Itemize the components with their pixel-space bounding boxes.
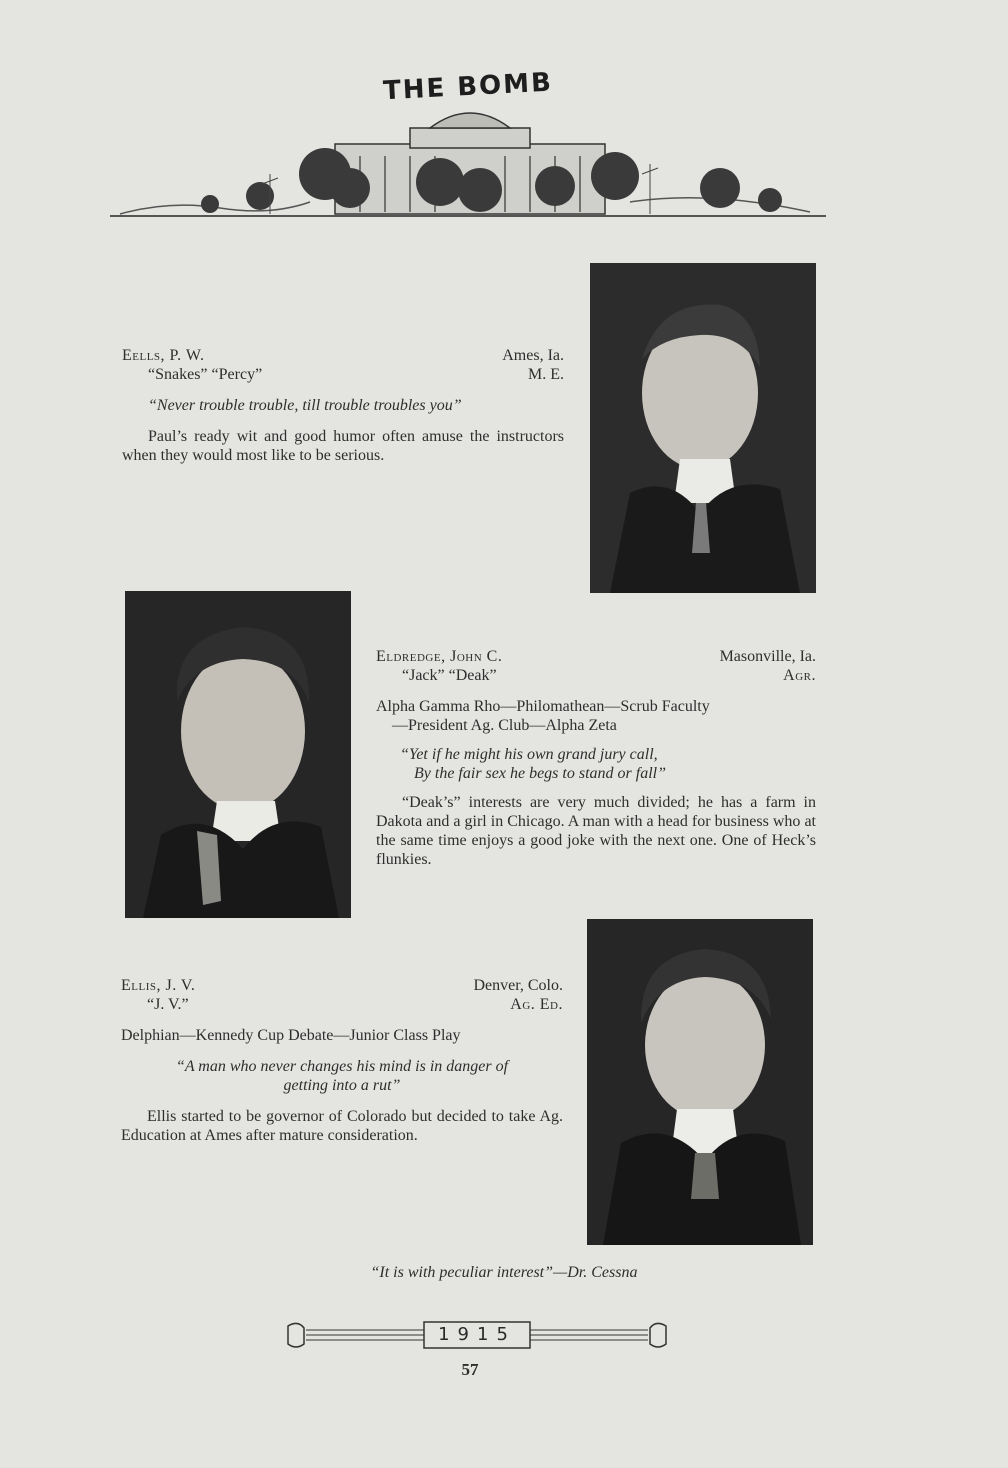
entry-name: Ellis, J. V.: [121, 977, 196, 994]
entry-name: Eells, P. W.: [122, 347, 205, 364]
year-label: 1915: [438, 1324, 516, 1345]
entry-hometown: Masonville, Ia.: [719, 648, 816, 665]
entry-hometown: Ames, Ia.: [502, 347, 564, 364]
entry-quote: “A man who never changes his mind is in danger of getting into a rut”: [175, 1058, 509, 1094]
entry-name: Eldredge, John C.: [376, 648, 503, 665]
portrait-photo-eldredge: [125, 591, 351, 918]
entry-course: M. E.: [528, 366, 564, 383]
entry-activities: Alpha Gamma Rho—Philomathean—Scrub Faculty —President Ag. Club—Alpha Zeta: [376, 698, 710, 734]
entry-description: Ellis started to be governor of Colorado but decided to take Ag. Education at Ames after mature consideration.: [121, 1108, 563, 1144]
year-ornament: [284, 1318, 670, 1352]
page-number: 57: [461, 1360, 479, 1379]
entry-description: Paul’s ready wit and good humor often amuse the instructors when they would most like to be serious.: [122, 428, 564, 464]
entry-course: Ag. Ed.: [510, 996, 563, 1013]
entry-nicknames: “Jack” “Deak”: [402, 667, 497, 684]
header-title: THE BOMB: [382, 67, 554, 107]
page-caption: “It is with peculiar interest”—Dr. Cessna: [370, 1264, 638, 1281]
entry-nicknames: “Snakes” “Percy”: [148, 366, 263, 383]
portrait-photo-eells: [590, 263, 816, 593]
portrait-photo-ellis: [587, 919, 813, 1245]
entry-ellis: [121, 976, 563, 1145]
entry-hometown: Denver, Colo.: [473, 977, 563, 994]
page-header: [110, 68, 826, 220]
entry-eells: [122, 346, 564, 465]
entry-description: “Deak’s” interests are very much divided; he has a farm in Dakota and a girl in Chicago. A man with a head for business who at the same time enjoys a good joke with the next one. One of Heck’s flunkies.: [376, 794, 816, 868]
entry-quote: “Yet if he might his own grand jury call, By the fair sex he begs to stand or fall”: [400, 746, 666, 782]
entry-quote: “Never trouble trouble, till trouble troubles you”: [148, 397, 462, 414]
entry-eldredge: [376, 647, 816, 869]
entry-nicknames: “J. V.”: [147, 996, 189, 1013]
campus-illustration: [110, 104, 826, 220]
entry-activities: Delphian—Kennedy Cup Debate—Junior Class Play: [121, 1027, 461, 1044]
entry-course: Agr.: [783, 667, 816, 684]
